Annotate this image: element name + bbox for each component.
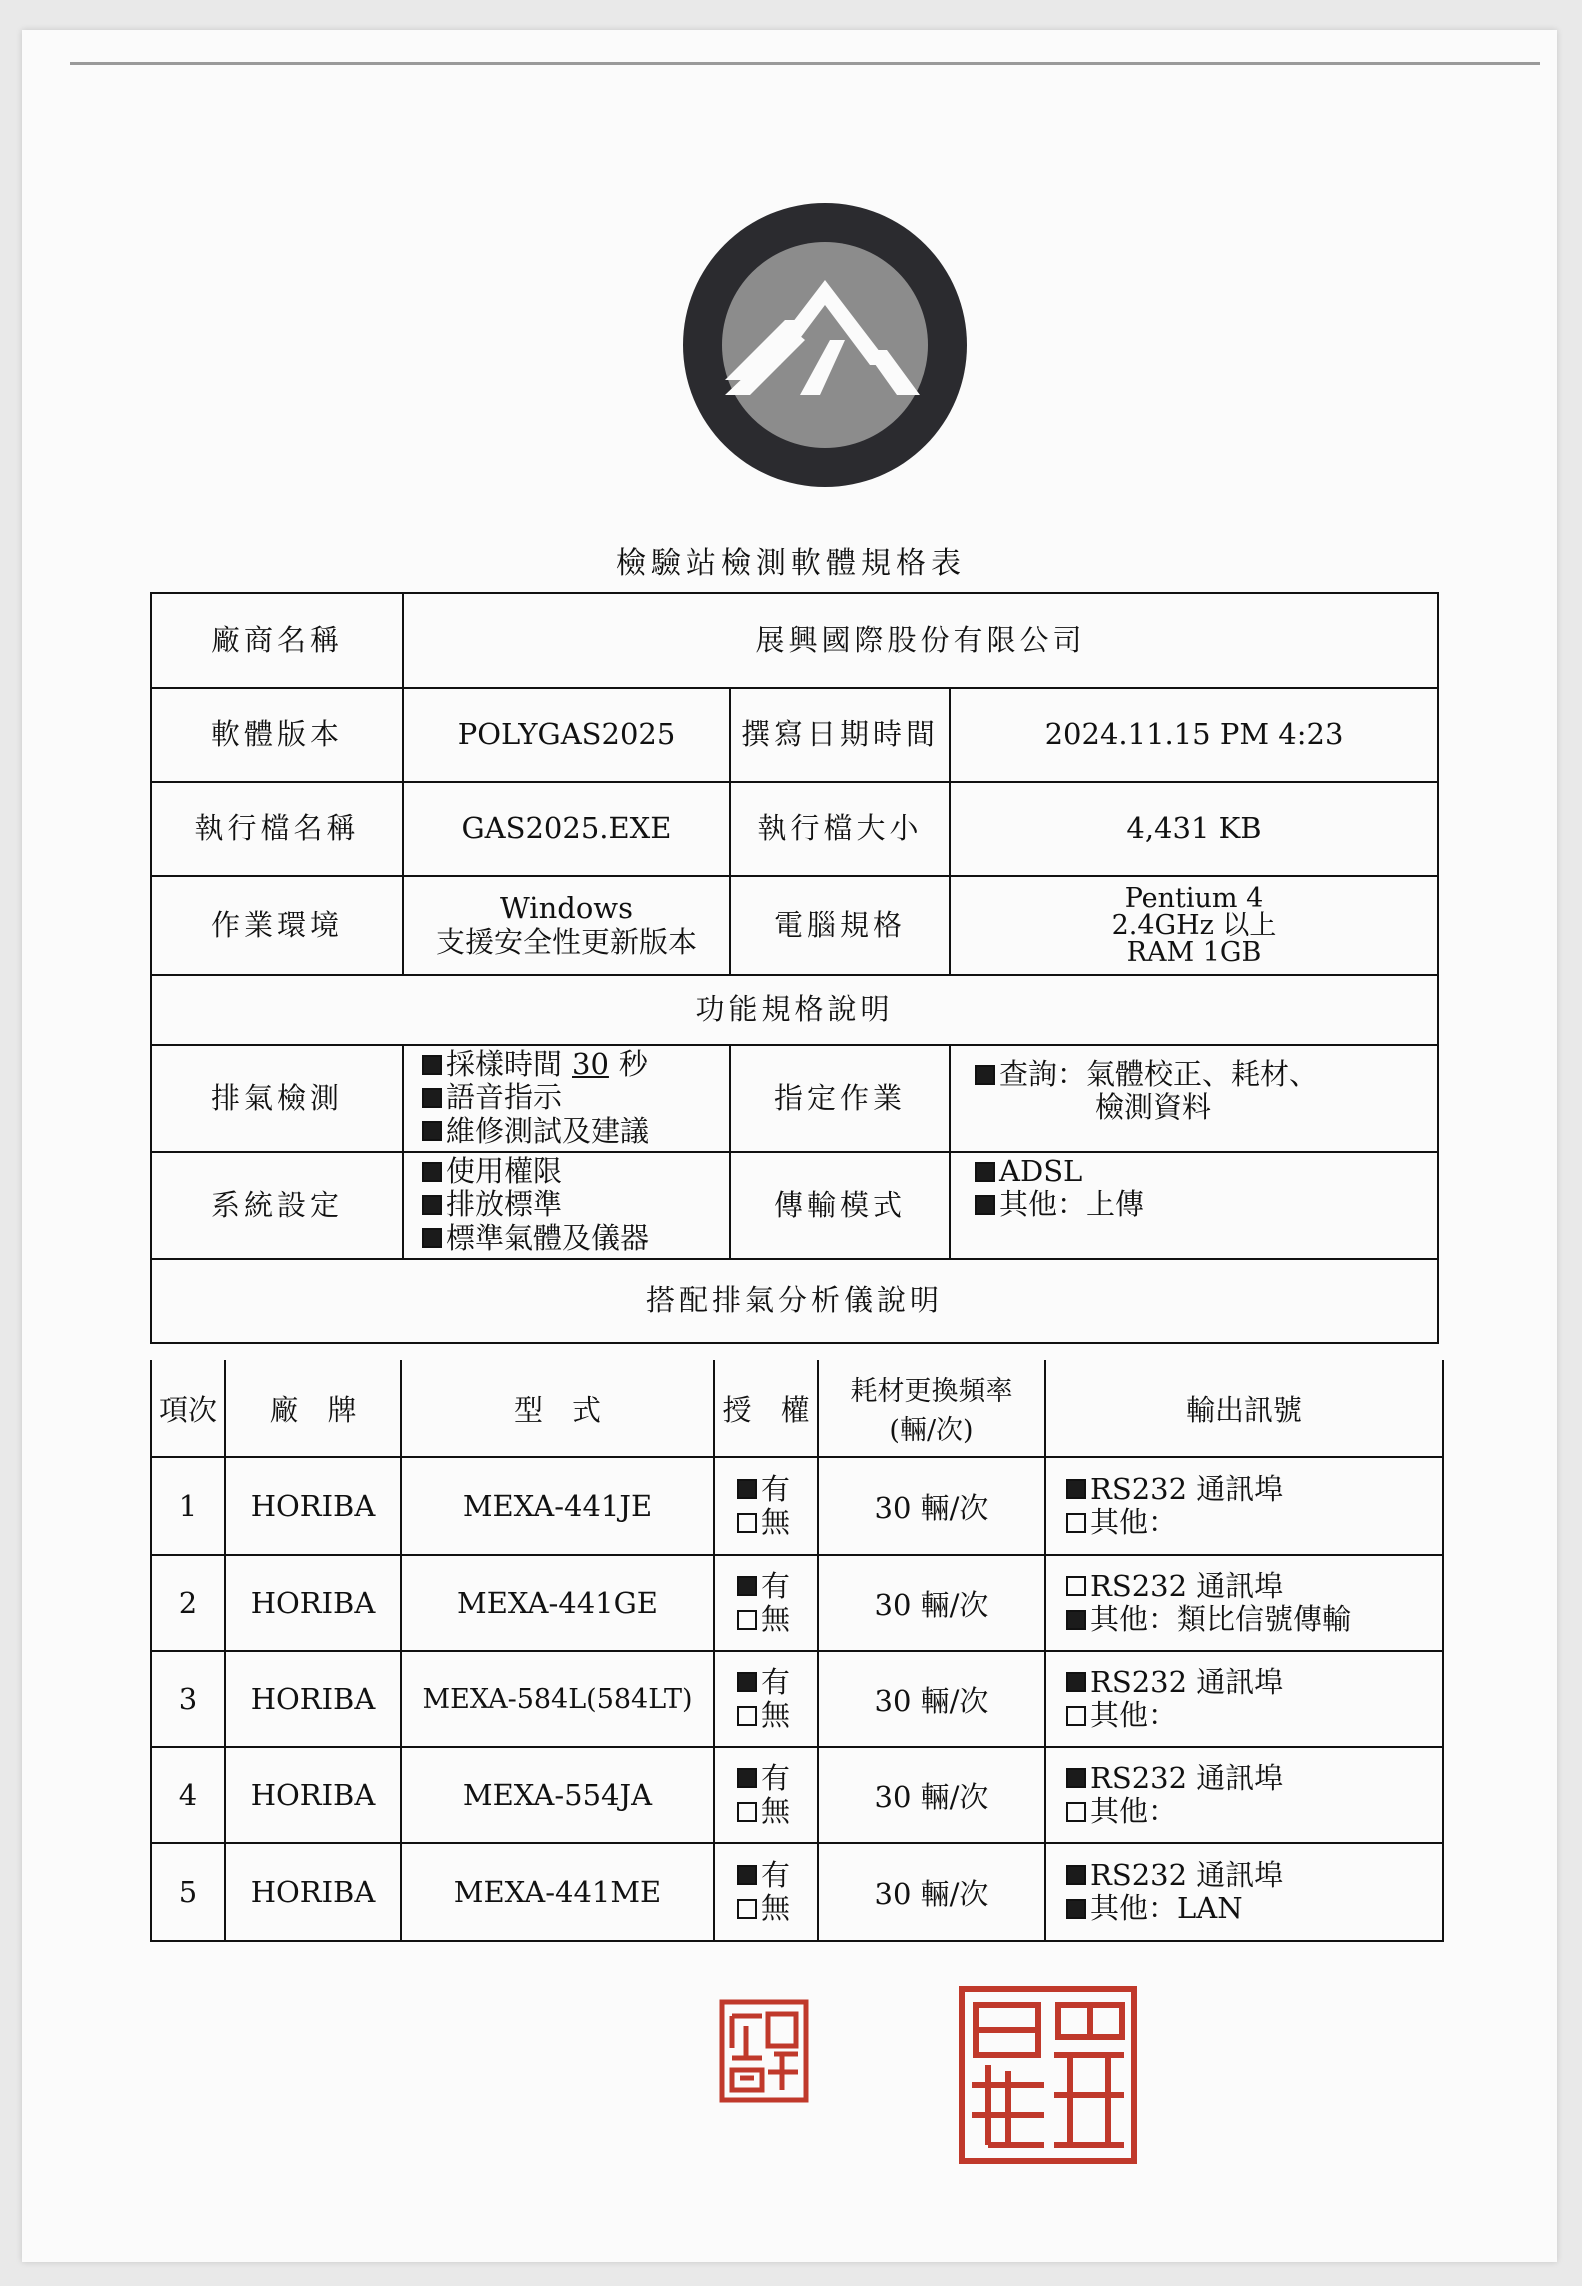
- analyzer-rows: [152, 1458, 1442, 1942]
- checkbox-icon: [975, 1162, 995, 1182]
- voice-option: 語音指示: [446, 1080, 563, 1115]
- assigned-options: [951, 1046, 1437, 1151]
- checkbox-icon: [422, 1162, 442, 1182]
- checkbox-icon: [737, 1513, 757, 1533]
- row-auth: [715, 1748, 819, 1842]
- system-label: 系統設定: [152, 1153, 404, 1258]
- checkbox-icon: [737, 1706, 757, 1726]
- col-auth: 授 權: [715, 1360, 819, 1456]
- row-freq: 30 輛/次: [819, 1844, 1046, 1940]
- row-model: MEXA-441GE: [402, 1556, 715, 1650]
- std-gas-option: 標準氣體及儀器: [446, 1220, 650, 1255]
- version-value: POLYGAS2025: [404, 689, 731, 781]
- pc-label: 電腦規格: [731, 877, 951, 974]
- table-row: [152, 1844, 1442, 1942]
- output-rs232: RS232 通訊埠: [1090, 1568, 1284, 1603]
- auth-no: 無: [761, 1794, 791, 1828]
- row-brand: HORIBA: [226, 1458, 402, 1554]
- assigned-label: 指定作業: [731, 1046, 951, 1151]
- env-value: [404, 877, 731, 974]
- checkbox-icon: [422, 1055, 442, 1075]
- datetime-label: 撰寫日期時間: [731, 689, 951, 781]
- sampling-label: 採樣時間: [446, 1047, 563, 1081]
- row-brand: HORIBA: [226, 1556, 402, 1650]
- output-other: 其他：: [1090, 1505, 1178, 1539]
- auth-no: 無: [761, 1891, 791, 1925]
- row-output: [1046, 1458, 1442, 1554]
- exe-name-value: GAS2025.EXE: [404, 783, 731, 875]
- checkbox-icon: [1066, 1899, 1086, 1919]
- row-output: [1046, 1652, 1442, 1746]
- checkbox-icon: [737, 1576, 757, 1596]
- datetime-value: 2024.11.15 PM 4:23: [1044, 717, 1344, 752]
- row-freq: 30 輛/次: [819, 1652, 1046, 1746]
- col-freq-line2: (輛/次): [889, 1415, 974, 1446]
- adsl-option: ADSL: [999, 1154, 1083, 1188]
- vendor-label: 廠商名稱: [152, 594, 404, 687]
- row-auth: [715, 1652, 819, 1746]
- checkbox-icon: [1066, 1768, 1086, 1788]
- exe-size-value: 4,431 KB: [1126, 811, 1262, 846]
- output-other: 其他：LAN: [1090, 1891, 1243, 1925]
- col-output: 輸出訊號: [1185, 1392, 1302, 1427]
- row-freq: 30 輛/次: [819, 1748, 1046, 1842]
- checkbox-icon: [1066, 1576, 1086, 1596]
- top-rule: [70, 62, 1540, 65]
- row-auth: [715, 1556, 819, 1650]
- auth-no: 無: [761, 1602, 791, 1636]
- row-model: MEXA-554JA: [402, 1748, 715, 1842]
- checkbox-icon: [422, 1195, 442, 1215]
- checkbox-icon: [1066, 1479, 1086, 1499]
- query-line2: 檢測資料: [1095, 1090, 1212, 1125]
- row-freq: 30 輛/次: [819, 1458, 1046, 1554]
- checkbox-icon: [1066, 1865, 1086, 1885]
- version-label: 軟體版本: [152, 689, 404, 781]
- output-other: 其他：類比信號傳輸: [1090, 1602, 1352, 1636]
- large-company-seal: [958, 1985, 1138, 2165]
- auth-yes: 有: [761, 1568, 791, 1603]
- analyzers-heading: 搭配排氣分析儀說明: [645, 1283, 943, 1318]
- maintenance-option: 維修測試及建議: [446, 1113, 650, 1148]
- permission-option: 使用權限: [446, 1154, 563, 1188]
- row-model: MEXA-441JE: [402, 1458, 715, 1554]
- transfer-label: 傳輸模式: [731, 1153, 951, 1258]
- row-item: 1: [152, 1458, 226, 1554]
- table-row: [152, 1458, 1442, 1556]
- sampling-unit: 秒: [618, 1047, 648, 1081]
- row-output: [1046, 1844, 1442, 1940]
- checkbox-icon: [737, 1768, 757, 1788]
- system-options: [404, 1153, 731, 1258]
- checkbox-icon: [1066, 1706, 1086, 1726]
- exhaust-label: 排氣檢測: [152, 1046, 404, 1151]
- checkbox-icon: [422, 1088, 442, 1108]
- exe-size-label: 執行檔大小: [731, 783, 951, 875]
- upload-option: 其他：上傳: [999, 1187, 1145, 1222]
- checkbox-icon: [737, 1899, 757, 1919]
- col-item: 項次: [152, 1360, 226, 1456]
- auth-yes: 有: [761, 1857, 791, 1892]
- row-model: MEXA-584L(584LT): [402, 1652, 715, 1746]
- checkbox-icon: [975, 1065, 995, 1085]
- vendor-value: 展興國際股份有限公司: [755, 622, 1086, 657]
- env-line1: Windows: [500, 891, 633, 926]
- auth-yes: 有: [761, 1664, 791, 1699]
- checkbox-icon: [737, 1479, 757, 1499]
- table-row: [152, 1652, 1442, 1748]
- checkbox-icon: [1066, 1513, 1086, 1533]
- row-output: [1046, 1556, 1442, 1650]
- query-option: 查詢：氣體校正、耗材、: [999, 1057, 1319, 1091]
- checkbox-icon: [737, 1672, 757, 1692]
- table-row: [152, 1556, 1442, 1652]
- output-rs232: RS232 通訊埠: [1090, 1471, 1284, 1506]
- row-auth: [715, 1458, 819, 1554]
- info-table: [150, 592, 1439, 1344]
- small-company-seal: [718, 1998, 810, 2104]
- row-item: 4: [152, 1748, 226, 1842]
- col-freq-line1: 耗材更換頻率: [850, 1376, 1013, 1407]
- exhaust-options: [404, 1046, 731, 1151]
- col-brand: 廠 牌: [226, 1360, 402, 1456]
- row-auth: [715, 1844, 819, 1940]
- pc-value: [951, 877, 1437, 974]
- checkbox-icon: [737, 1802, 757, 1822]
- checkbox-icon: [1066, 1802, 1086, 1822]
- checkbox-icon: [975, 1195, 995, 1215]
- pc-line1: Pentium 4: [1124, 883, 1264, 914]
- checkbox-icon: [1066, 1610, 1086, 1630]
- env-line2: 支援安全性更新版本: [435, 924, 697, 959]
- company-logo: [665, 200, 985, 490]
- checkbox-icon: [1066, 1672, 1086, 1692]
- output-rs232: RS232 通訊埠: [1090, 1664, 1284, 1699]
- row-item: 5: [152, 1844, 226, 1940]
- output-rs232: RS232 通訊埠: [1090, 1857, 1284, 1892]
- output-rs232: RS232 通訊埠: [1090, 1760, 1284, 1795]
- row-brand: HORIBA: [226, 1652, 402, 1746]
- exe-name-label: 執行檔名稱: [152, 783, 404, 875]
- emission-std-option: 排放標準: [446, 1187, 563, 1222]
- row-item: 2: [152, 1556, 226, 1650]
- table-row: [152, 1748, 1442, 1844]
- checkbox-icon: [422, 1121, 442, 1141]
- col-model: 型 式: [402, 1360, 715, 1456]
- row-model: MEXA-441ME: [402, 1844, 715, 1940]
- pc-line3: RAM 1GB: [1126, 937, 1262, 968]
- checkbox-icon: [422, 1228, 442, 1248]
- env-label: 作業環境: [152, 877, 404, 974]
- auth-no: 無: [761, 1698, 791, 1732]
- transfer-options: [951, 1153, 1437, 1258]
- output-other: 其他：: [1090, 1698, 1178, 1732]
- document-title: 檢驗站檢測軟體規格表: [616, 546, 966, 581]
- pc-line2: 2.4GHz 以上: [1111, 910, 1277, 941]
- row-output: [1046, 1748, 1442, 1842]
- row-freq: 30 輛/次: [819, 1556, 1046, 1650]
- checkbox-icon: [737, 1865, 757, 1885]
- analyzer-table: [150, 1360, 1444, 1942]
- output-other: 其他：: [1090, 1794, 1178, 1828]
- row-brand: HORIBA: [226, 1844, 402, 1940]
- row-item: 3: [152, 1652, 226, 1746]
- col-freq: [819, 1360, 1046, 1456]
- auth-no: 無: [761, 1505, 791, 1539]
- functions-heading: 功能規格說明: [695, 992, 894, 1027]
- auth-yes: 有: [761, 1471, 791, 1506]
- row-brand: HORIBA: [226, 1748, 402, 1842]
- auth-yes: 有: [761, 1760, 791, 1795]
- sampling-value: 30: [572, 1047, 609, 1081]
- checkbox-icon: [737, 1610, 757, 1630]
